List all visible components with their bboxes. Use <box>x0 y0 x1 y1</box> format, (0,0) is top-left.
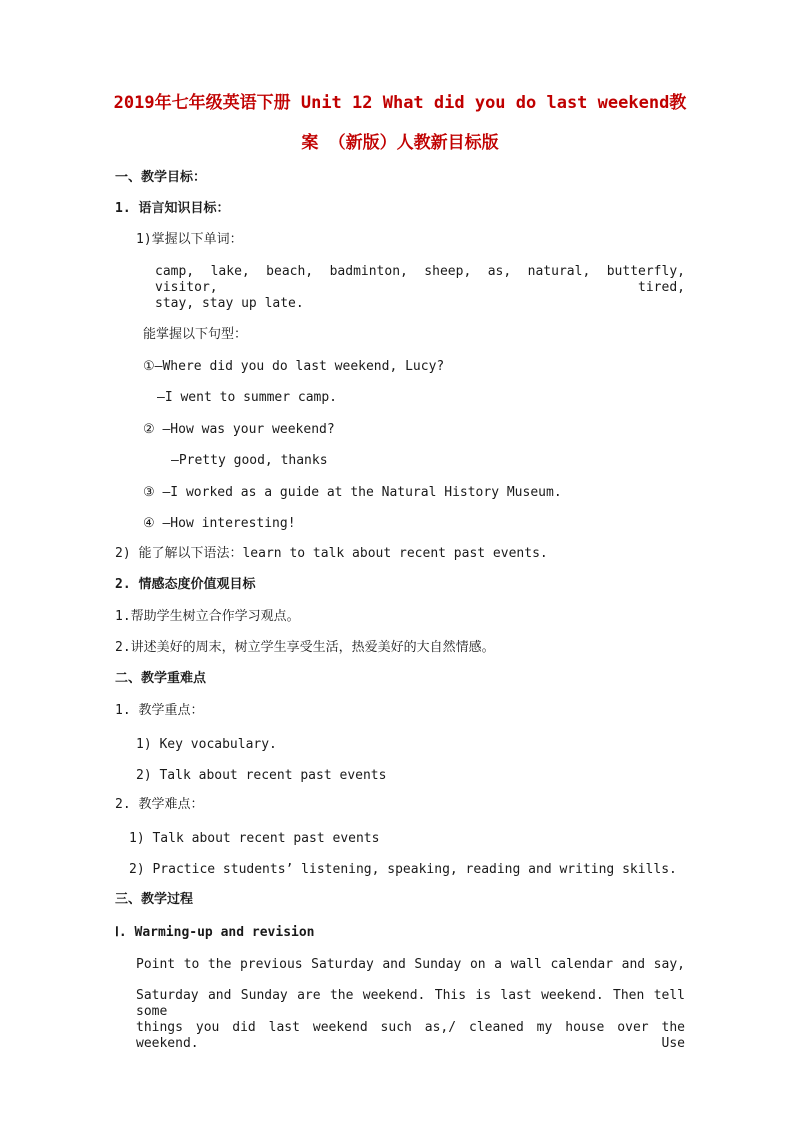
section-heading-key-points: 二、教学重难点 <box>115 671 207 686</box>
difficult-point-2: 2) Practice students’ listening, speaking, reading and writing skills. <box>129 862 677 877</box>
section-heading-objectives: 一、教学目标： <box>115 170 207 185</box>
vocab-list-line-2: stay, stay up late. <box>155 296 304 311</box>
pattern-3: ③ —I worked as a guide at the Natural History Museum. <box>143 485 562 500</box>
vocab-list-line-1: camp, lake, beach, badminton, sheep, as, natural, butterfly, visitor, tired, <box>155 264 685 295</box>
subheading-language-knowledge: 1. 语言知识目标： <box>115 201 230 216</box>
pattern-1-question: ①—Where did you do last weekend, Lucy? <box>143 359 445 374</box>
patterns-intro: 能掌握以下句型： <box>143 327 248 342</box>
paragraph-line-1: Point to the previous Saturday and Sunday on a wall calendar and say, <box>136 957 685 972</box>
pattern-2-answer: —Pretty good, thanks <box>171 453 328 468</box>
pattern-1-answer: —I went to summer camp. <box>157 390 338 405</box>
document-title-line-2: 案 （新版）人教新目标版 <box>301 133 499 153</box>
paragraph-line-2: Saturday and Sunday are the weekend. This is last weekend. Then tell some <box>136 988 685 1019</box>
section-heading-teaching-process: 三、教学过程 <box>115 892 194 907</box>
paragraph-line-3: things you did last weekend such as,/ cleaned my house over the weekend. Use <box>136 1020 685 1051</box>
pattern-2-question: ② —How was your weekend? <box>143 422 335 437</box>
subheading-emotional-goals: 2. 情感态度价值观目标 <box>115 577 256 592</box>
key-point-1: 1) Key vocabulary. <box>136 737 277 752</box>
pattern-4: ④ —How interesting! <box>143 516 296 531</box>
difficult-point-1: 1) Talk about recent past events <box>129 831 380 846</box>
grammar-objective: 2) 能了解以下语法：learn to talk about recent past events. <box>115 546 548 561</box>
emotional-goal-1: 1.帮助学生树立合作学习观点。 <box>115 609 300 624</box>
key-points-label: 1. 教学重点： <box>115 703 204 718</box>
warming-up-heading: Ⅰ. Warming-up and revision <box>115 925 315 940</box>
difficult-points-label: 2. 教学难点： <box>115 797 204 812</box>
vocab-intro: 1)掌握以下单词： <box>136 232 243 247</box>
key-point-2: 2) Talk about recent past events <box>136 768 387 783</box>
emotional-goal-2: 2.讲述美好的周末，树立学生享受生活，热爱美好的大自然情感。 <box>115 640 495 655</box>
document-title-line-1: 2019年七年级英语下册 Unit 12 What did you do last weekend教 <box>113 93 687 113</box>
